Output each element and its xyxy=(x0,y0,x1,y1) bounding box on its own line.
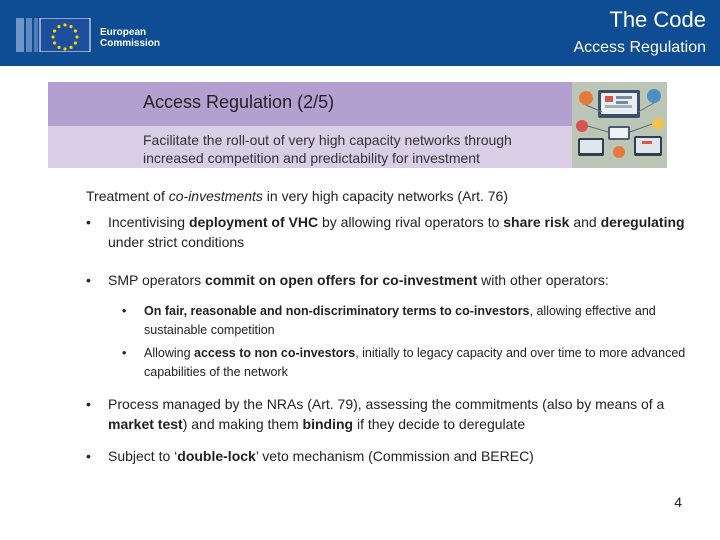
intro-text-em: co-investments xyxy=(168,188,263,204)
bullet-dot-icon: • xyxy=(122,304,127,318)
bullet-text: ’ veto mechanism (Commission and BEREC) xyxy=(255,448,534,464)
logo-wordmark xyxy=(100,27,160,49)
bullet-dot-icon: • xyxy=(86,448,91,464)
european-commission-logo[interactable] xyxy=(16,14,166,56)
bullet-text: Incentivising xyxy=(108,214,189,230)
bullet-item xyxy=(86,212,686,252)
bullet-dot-icon: • xyxy=(122,346,127,360)
bullet-text: ) and making them xyxy=(182,416,303,432)
intro-line xyxy=(86,186,686,206)
digital-network-illustration-icon xyxy=(572,82,667,168)
intro-text-pre: Treatment of xyxy=(86,188,169,204)
bullet-item xyxy=(86,446,686,466)
bullet-bold: market test xyxy=(108,416,183,432)
bullet-bold: share risk xyxy=(503,214,570,230)
eu-flag-icon xyxy=(16,18,92,52)
sub-bullet-item xyxy=(86,302,686,340)
banner-description-band xyxy=(48,126,572,168)
bullet-text: Subject to ‘ xyxy=(108,448,178,464)
sub-bullet-bold: On fair, reasonable and non-discriminatory terms to co-investors xyxy=(144,304,530,318)
sub-bullet-text: Allowing xyxy=(144,346,195,360)
header-subtitle: Access Regulation xyxy=(573,39,706,56)
sub-bullet-item xyxy=(86,344,686,382)
bullet-bold: commit on open offers for co-investment xyxy=(205,272,478,288)
header-bar xyxy=(0,0,720,66)
sub-bullet-text: , initially to legacy capacity and over time to more advanced capabilities of the network xyxy=(144,346,686,379)
bullet-text: SMP operators xyxy=(108,272,206,288)
bullet-bold: binding xyxy=(302,416,354,432)
bullet-bold: double-lock xyxy=(177,448,256,464)
header-title: The Code xyxy=(609,7,706,32)
bullet-dot-icon: • xyxy=(86,272,91,288)
banner-description: Facilitate the roll-out of very high capacity networks through increased competition and predictability for investment xyxy=(143,132,512,166)
intro-text-post: in very high capacity networks (Art. 76) xyxy=(262,188,509,204)
sub-bullet-bold: access to non co-investors xyxy=(194,346,356,360)
bullet-dot-icon: • xyxy=(86,214,91,230)
bullet-text: if they decide to deregulate xyxy=(353,416,526,432)
bullet-bold: deployment of VHC xyxy=(188,214,319,230)
bullet-text: Process managed by the NRAs (Art. 79), assessing the commitments (also by means of a xyxy=(108,396,665,412)
bullet-text: under strict conditions xyxy=(108,234,245,250)
banner-title-band xyxy=(48,82,572,126)
sub-bullet-text: , allowing effective and sustainable competition xyxy=(144,304,656,337)
bullet-bold: deregulating xyxy=(600,214,685,230)
logo-line-2: Commission xyxy=(100,38,161,49)
bullet-item xyxy=(86,270,686,290)
bullet-dot-icon: • xyxy=(86,396,91,412)
bullet-text: with other operators: xyxy=(477,272,609,288)
bullet-text: and xyxy=(569,214,601,230)
bullet-item xyxy=(86,394,686,434)
logo-line-1: European xyxy=(100,27,147,38)
bullet-text: by allowing rival operators to xyxy=(318,214,504,230)
page-number: 4 xyxy=(674,494,682,510)
section-banner xyxy=(48,82,667,168)
banner-title: Access Regulation (2/5) xyxy=(143,92,335,112)
slide-body xyxy=(86,186,686,466)
